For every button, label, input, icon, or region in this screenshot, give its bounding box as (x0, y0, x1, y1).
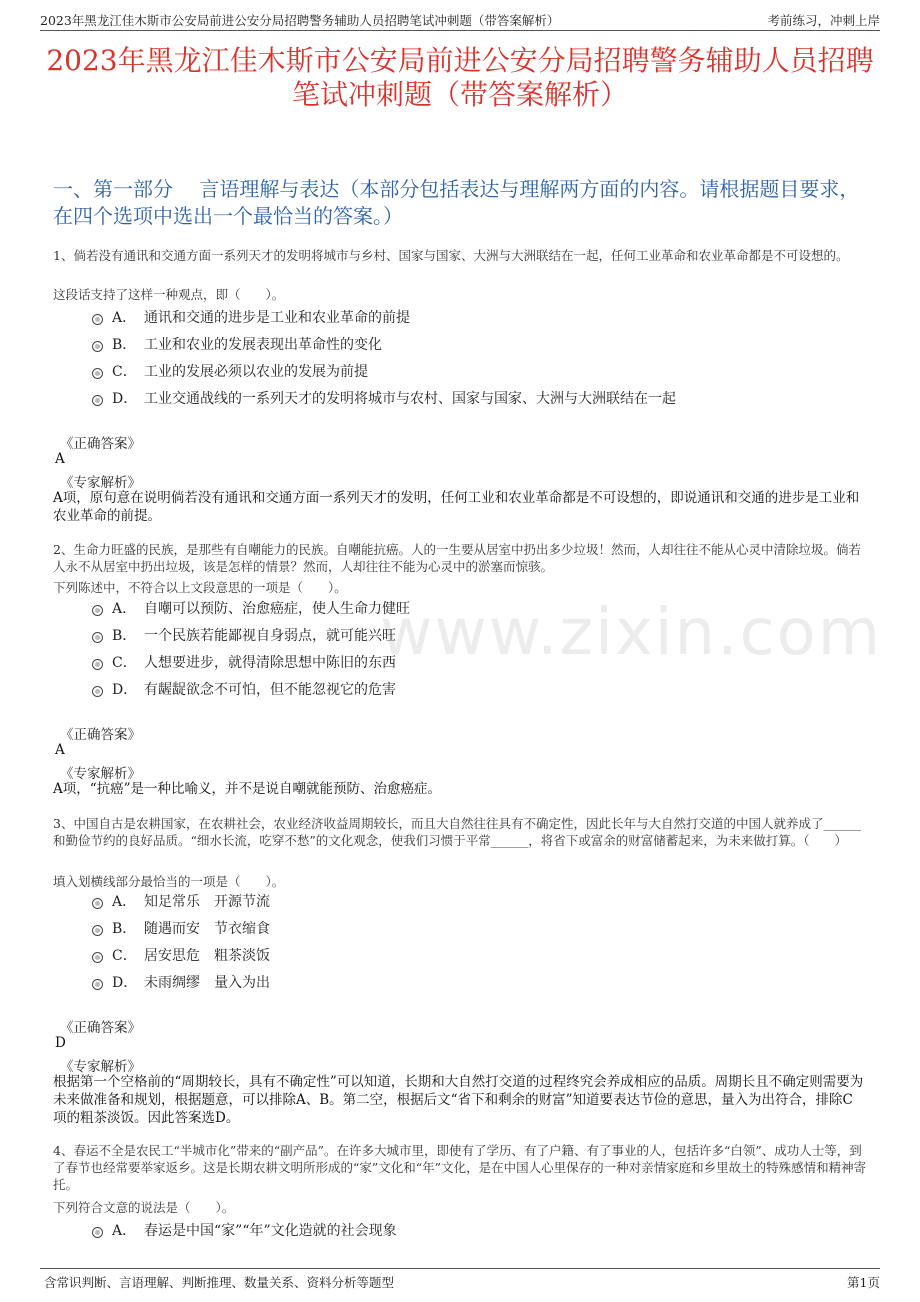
answer-label: 《正确答案》 (60, 1020, 141, 1036)
question-2-answer: A (55, 742, 65, 758)
radio-icon[interactable] (92, 686, 103, 697)
question-3-answer: D (55, 1035, 66, 1051)
watermark: www.zixin.com (380, 596, 883, 670)
radio-icon[interactable] (92, 1227, 103, 1238)
radio-icon[interactable] (92, 605, 103, 616)
option-text: 春运是中国“家”“年”文化造就的社会现象 (144, 1223, 397, 1239)
answer-label: 《正确答案》 (60, 727, 141, 743)
question-2-text: 2、生命力旺盛的民族，是那些有自嘲能力的民族。自嘲能抗癌。人的一生要从居室中扔出多少垃圾！然而，人却往往不能从心灵中清除垃圾。倘若人永不从居室中扔出垃圾，该是怎样的情景？然而，人却往往不能为心灵中的淤塞而惊骇。 (53, 542, 861, 574)
option-letter: A． (112, 601, 137, 617)
radio-icon[interactable] (92, 314, 103, 325)
question-2-prompt: 下列陈述中，不符合以上文段意思的一项是（ ）。 (53, 580, 347, 595)
option-text: 随遇而安 节衣缩食 (144, 921, 270, 937)
answer-label: 《正确答案》 (60, 436, 141, 452)
question-3-prompt: 填入划横线部分最恰当的一项是（ ）。 (53, 874, 285, 889)
radio-icon[interactable] (92, 341, 103, 352)
radio-icon[interactable] (92, 925, 103, 936)
option-letter: A． (112, 1223, 137, 1239)
question-1-prompt: 这段话支持了这样一种观点，即（ ）。 (53, 287, 285, 302)
footer-description: 含常识判断、言语理解、判断推理、数量关系、资料分析等题型 (44, 1275, 395, 1290)
option-letter: A． (112, 310, 137, 326)
question-4-text: 4、春运不全是农民工“半城市化”带来的“副产品”。在许多大城市里，即使有了学历、有了户籍、有了事业的人，包括许多“白领”、成功人士等，到了春节也经常要举家返乡。这是长期农耕文明所形成的“家”文化和“年”文化，是在中国人心里保存的一种对亲情家庭和乡里故土的特殊感情和精神寄托。 (53, 1143, 867, 1192)
section-heading: 一、第一部分 言语理解与表达（本部分包括表达与理解两方面的内容。请根据题目要求，在四个选项中选出一个最恰当的答案。） (53, 177, 860, 228)
option-letter: B． (112, 628, 137, 644)
radio-icon[interactable] (92, 979, 103, 990)
option-text: 工业的发展必须以农业的发展为前提 (144, 364, 368, 380)
analysis-label: 《专家解析》 (60, 475, 141, 491)
header-document-title: 2023年黑龙江佳木斯市公安局前进公安分局招聘警务辅助人员招聘笔试冲刺题（带答案解析） (40, 13, 560, 28)
option-text: 通讯和交通的进步是工业和农业革命的前提 (144, 310, 410, 326)
option-text: 一个民族若能鄙视自身弱点，就可能兴旺 (144, 628, 396, 644)
page-footer (40, 1268, 880, 1291)
option-text: 有龌龊欲念不可怕，但不能忽视它的危害 (144, 682, 396, 698)
radio-icon[interactable] (92, 632, 103, 643)
option-letter: C． (112, 948, 137, 964)
page-number: 第1页 (847, 1275, 880, 1290)
question-3-analysis: 根据第一个空格前的“周期较长，具有不确定性”可以知道，长期和大自然打交道的过程终究会养成相应的品质。周期长且不确定则需要为未来做准备和规划，根据题意，可以排除A、B。第二空，根据后文“省下和剩余的财富”知道要表达节俭的意思，量入为出符合，排除C项的粗茶淡饭。因此答案选D。 (53, 1074, 864, 1126)
option-text: 工业交通战线的一系列天才的发明将城市与农村、国家与国家、大洲与大洲联结在一起 (144, 391, 676, 407)
page-header (40, 8, 880, 31)
question-3-text: 3、中国自古是农耕国家，在农耕社会，农业经济收益周期较长，而且大自然往往具有不确定性，因此长年与大自然打交道的中国人就养成了______和勤俭节约的良好品质。“细水长流，吃穿不愁”的文化观念，使我们习惯于平常______，将省下或富余的财富储蓄起来，为未来做打算。（ ） (53, 816, 861, 848)
option-text: 工业和农业的发展表现出革命性的变化 (144, 337, 382, 353)
question-2-analysis: A项，“抗癌”是一种比喻义，并不是说自嘲就能预防、治愈癌症。 (53, 781, 442, 797)
option-text: 居安思危 粗茶淡饭 (144, 948, 270, 964)
option-letter: D． (112, 391, 138, 407)
option-letter: B． (112, 921, 137, 937)
option-letter: C． (112, 364, 137, 380)
analysis-label: 《专家解析》 (60, 766, 141, 782)
page-title: 2023年黑龙江佳木斯市公安局前进公安分局招聘警务辅助人员招聘笔试冲刺题（带答案解析） (46, 44, 874, 111)
option-text: 自嘲可以预防、治愈癌症，使人生命力健旺 (144, 601, 410, 617)
option-text: 未雨绸缪 量入为出 (144, 975, 270, 991)
radio-icon[interactable] (92, 368, 103, 379)
option-text: 知足常乐 开源节流 (144, 894, 270, 910)
option-text: 人想要进步，就得清除思想中陈旧的东西 (144, 655, 396, 671)
option-letter: D． (112, 682, 138, 698)
question-1-answer: A (55, 451, 65, 467)
radio-icon[interactable] (92, 898, 103, 909)
option-letter: D． (112, 975, 138, 991)
question-1-text: 1、倘若没有通讯和交通方面一系列天才的发明将城市与乡村、国家与国家、大洲与大洲联结在一起，任何工业革命和农业革命都是不可设想的。 (53, 248, 849, 263)
radio-icon[interactable] (92, 395, 103, 406)
analysis-label: 《专家解析》 (60, 1059, 141, 1075)
radio-icon[interactable] (92, 659, 103, 670)
option-letter: B． (112, 337, 137, 353)
option-letter: C． (112, 655, 137, 671)
question-1-analysis: A项，原句意在说明倘若没有通讯和交通方面一系列天才的发明，任何工业和农业革命都是不可设想的，即说通讯和交通的进步是工业和农业革命的前提。 (53, 490, 860, 524)
radio-icon[interactable] (92, 952, 103, 963)
header-slogan: 考前练习，冲刺上岸 (767, 13, 880, 28)
question-4-prompt: 下列符合文意的说法是（ ）。 (53, 1200, 235, 1215)
option-letter: A． (112, 894, 137, 910)
